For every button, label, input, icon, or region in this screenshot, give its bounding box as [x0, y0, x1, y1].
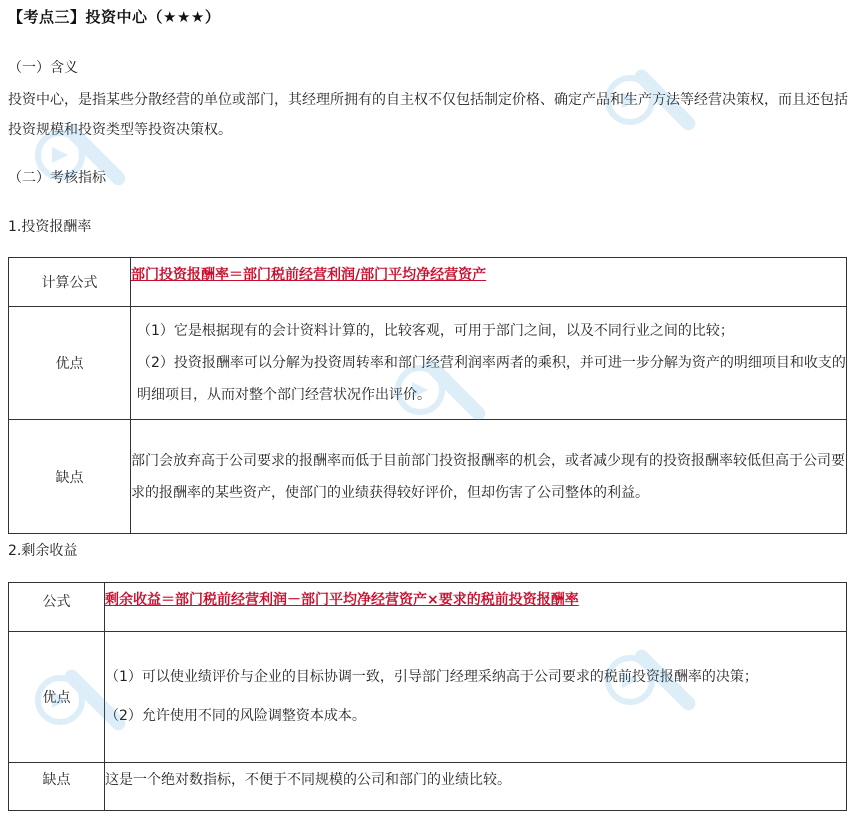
roi-pro-item: （2）投资报酬率可以分解为投资周转率和部门经营利润率两者的乘积，并可进一步分解为资产的明细项目和收支的明细项目，从而对整个部门经营状况作出评价。	[137, 355, 846, 403]
ri-cons-text: 这是一个绝对数指标，不便于不同规模的公司和部门的业绩比较。	[105, 772, 511, 788]
page-title: 【考点三】投资中心（★★★）	[8, 8, 221, 26]
roi-cons-text: 部门会放弃高于公司要求的报酬率而低于目前部门投资报酬率的机会，或者减少现有的投资报酬率较低但高于公司要求的报酬率的某些资产，使部门的业绩获得较好评价，但却伤害了公司整体的利益。	[131, 452, 845, 501]
roi-formula: 部门投资报酬率＝部门税前经营利润/部门平均净经营资产	[131, 267, 487, 283]
ri-cons-row	[9, 763, 847, 811]
roi-pros-label: 优点	[9, 307, 131, 420]
roi-pro-item: （1）它是根据现有的会计资料计算的，比较客观，可用于部门之间，以及不同行业之间的比较；	[137, 323, 734, 339]
ri-pro-item: （1）可以使业绩评价与企业的目标协调一致，引导部门经理采纳高于公司要求的税前投资报酬率的决策；	[105, 669, 758, 685]
section-heading-meaning: （一）含义	[8, 60, 78, 76]
meaning-text: 投资中心，是指某些分散经营的单位或部门，其经理所拥有的自主权不仅包括制定价格、确定产品和生产方法等经营决策权，而且还包括投资规模和投资类型等投资决策权。	[8, 92, 848, 138]
ri-cons-label: 缺点	[9, 763, 105, 811]
ri-pros-label: 优点	[9, 632, 105, 763]
roi-heading: 1.投资报酬率	[8, 219, 92, 235]
ri-formula-label: 公式	[9, 583, 105, 632]
ri-pros-row	[9, 632, 847, 763]
ri-formula-row	[9, 583, 847, 632]
roi-cons-label: 缺点	[9, 420, 131, 534]
section-heading-indicators: （二）考核指标	[8, 170, 106, 186]
ri-formula: 剩余收益＝部门税前经营利润－部门平均净经营资产×要求的税前投资报酬率	[105, 592, 579, 608]
ri-pro-item: （2）允许使用不同的风险调整资本成本。	[105, 708, 366, 724]
roi-pros-row	[9, 307, 847, 420]
ri-table	[8, 582, 847, 811]
roi-table	[8, 257, 847, 534]
roi-formula-label: 计算公式	[9, 258, 131, 307]
roi-formula-row	[9, 258, 847, 307]
ri-heading: 2.剩余收益	[8, 543, 78, 559]
roi-cons-row	[9, 420, 847, 534]
